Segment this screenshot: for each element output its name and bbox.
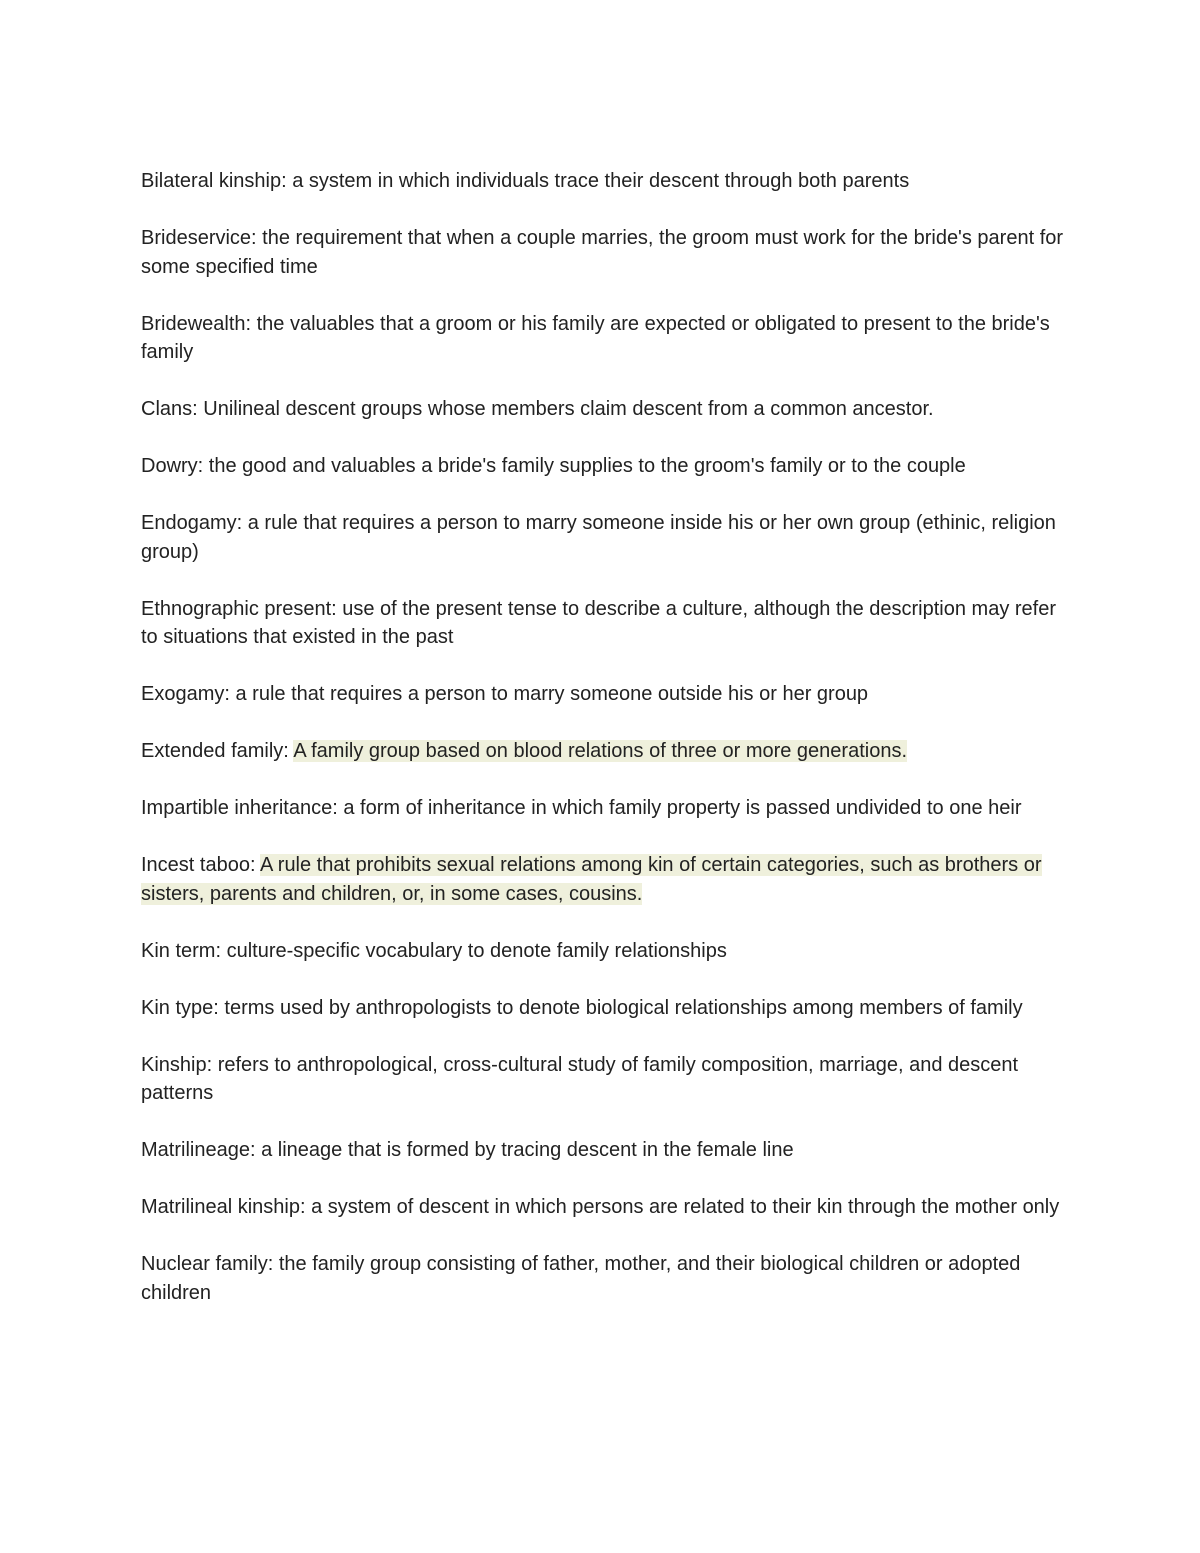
glossary-entry [141, 1136, 1066, 1165]
glossary-entry [141, 794, 1066, 823]
glossary-entry [141, 994, 1066, 1023]
glossary-entry [141, 224, 1066, 281]
entry-term: Incest taboo: [141, 854, 256, 876]
entry-term: Bilateral kinship: [141, 170, 287, 192]
entry-definition: the good and valuables a bride's family supplies to the groom's family or to the couple [208, 455, 966, 477]
entry-term: Ethnographic present: [141, 597, 337, 620]
entry-definition: a system of descent in which persons are related to their kin through the mother only [311, 1196, 1060, 1218]
entry-term: Dowry: [141, 455, 204, 477]
entry-definition: refers to anthropological, cross-cultural study of family composition, marriage, and descent patterns [141, 1053, 1019, 1104]
glossary-list [141, 167, 1066, 1336]
entry-definition: terms used by anthropologists to denote biological relationships among members of family [224, 996, 1023, 1019]
entry-definition: a system in which individuals trace their descent through both parents [292, 170, 910, 192]
glossary-entry [141, 851, 1066, 908]
glossary-entry [141, 1193, 1066, 1222]
entry-definition: a form of inheritance in which family property is passed undivided to one heir [343, 797, 1022, 819]
entry-term: Nuclear family: [141, 1253, 274, 1275]
glossary-entry [141, 937, 1066, 966]
entry-term: Kinship: [141, 1053, 213, 1076]
entry-term: Kin type: [141, 996, 219, 1019]
glossary-entry [141, 167, 1066, 196]
entry-definition: the requirement that when a couple marries, the groom must work for the bride's parent for some specified time [141, 227, 1064, 278]
entry-definition-highlighted: A rule that prohibits sexual relations among kin of certain categories, such as brothers or sisters, parents and children, or, in some cases, cousins. [141, 854, 1042, 905]
glossary-entry [141, 395, 1066, 424]
entry-term: Matrilineage: [141, 1139, 256, 1161]
entry-term: Clans: [141, 398, 198, 420]
entry-term: Kin term: [141, 939, 222, 962]
glossary-entry [141, 1250, 1066, 1307]
entry-definition: use of the present tense to describe a culture, although the description may refer to situations that existed in the past [141, 597, 1056, 648]
entry-definition: the family group consisting of father, mother, and their biological children or adopted children [141, 1253, 1021, 1304]
entry-term: Extended family: [141, 740, 289, 762]
glossary-entry [141, 310, 1066, 367]
glossary-entry [141, 452, 1066, 481]
glossary-entry [141, 1051, 1066, 1108]
entry-term: Impartible inheritance: [141, 797, 338, 819]
entry-term: Exogamy: [141, 683, 230, 705]
entry-term: Brideservice: [141, 227, 257, 249]
glossary-entry [141, 680, 1066, 709]
entry-term: Endogamy: [141, 512, 243, 534]
entry-definition: the valuables that a groom or his family are expected or obligated to present to the bride's family [141, 312, 1050, 363]
glossary-entry [141, 737, 1066, 766]
glossary-entry [141, 595, 1066, 652]
entry-term: Matrilineal kinship: [141, 1196, 306, 1218]
glossary-entry [141, 509, 1066, 566]
entry-definition-highlighted: A family group based on blood relations of three or more generations. [293, 740, 908, 762]
entry-definition: culture-specific vocabulary to denote family relationships [226, 939, 727, 962]
entry-definition: a rule that requires a person to marry someone outside his or her group [235, 683, 869, 705]
entry-definition: Unilineal descent groups whose members claim descent from a common ancestor. [203, 398, 934, 420]
entry-definition: a rule that requires a person to marry someone inside his or her own group (ethinic, religion group) [141, 512, 1056, 563]
entry-term: Bridewealth: [141, 312, 252, 335]
entry-definition: a lineage that is formed by tracing descent in the female line [261, 1139, 794, 1161]
